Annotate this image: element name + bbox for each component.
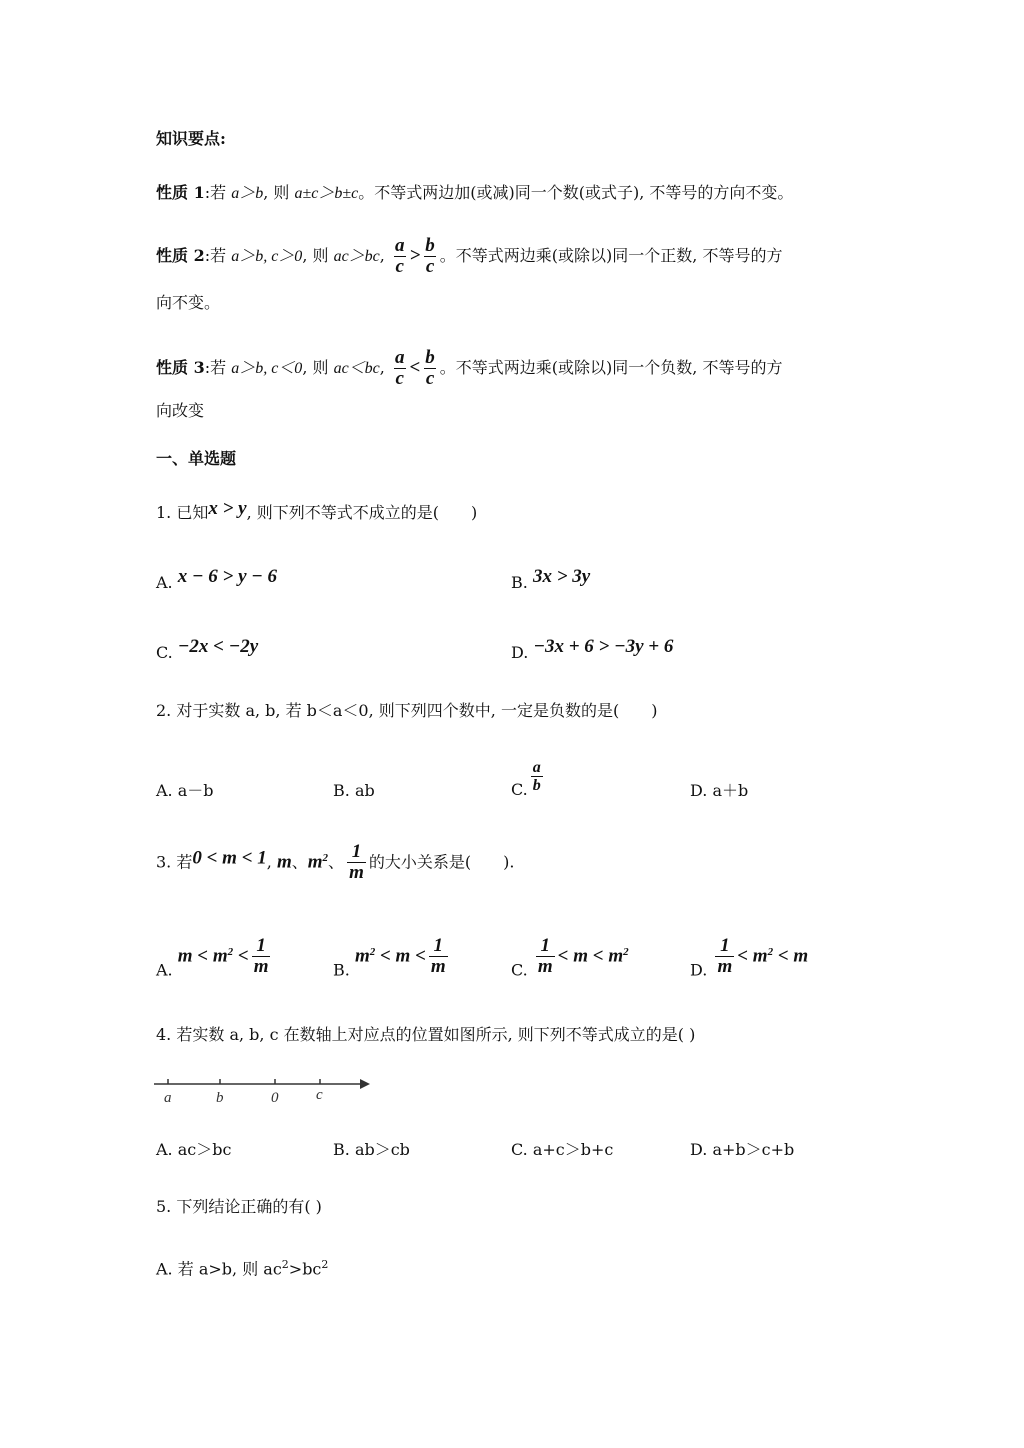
property-2	[156, 234, 782, 279]
q2-option-c[interactable]: C. $\frac{a}{b}$	[511, 759, 541, 799]
property-3-cont: 向改变	[156, 401, 205, 420]
fraction: $\frac{b}{c}$	[425, 235, 435, 277]
text: 3. 若	[156, 852, 193, 872]
text: 1. 已知	[156, 503, 209, 522]
fraction: $\frac{b}{c}$	[425, 347, 435, 389]
text: ,	[266, 852, 277, 872]
fraction: $\frac{a}{c}$	[394, 347, 405, 389]
property-label: 性质 2	[156, 246, 205, 265]
text: 、	[328, 852, 345, 872]
operator: <	[409, 357, 421, 378]
label-c: c	[316, 1087, 323, 1103]
fraction: $\frac{a}{b}$	[532, 759, 541, 794]
number-line	[154, 1074, 378, 1108]
operator: >	[409, 245, 421, 266]
condition: a＞b, c＞0	[231, 248, 303, 265]
label-0: 0	[271, 1090, 279, 1106]
text: 。不等式两边加(或减)同一个数(或式子), 不等号的方向不变。	[358, 183, 794, 202]
property-3	[156, 346, 782, 391]
expression: m	[276, 851, 292, 873]
property-1	[156, 182, 793, 205]
q3-option-b[interactable]: B. $m^2 < m$ < $\frac{1}{m}$	[333, 935, 446, 980]
expression: x > y	[208, 498, 247, 519]
question-3: 3. 若0 < m < 1, m、$m^2$、 $\frac{1}{m}$ 的大小关系是( ).	[156, 841, 515, 884]
text: ,	[379, 358, 390, 377]
property-2-cont: 向不变。	[156, 293, 221, 312]
text: , 则	[302, 358, 334, 377]
q1-option-a[interactable]: A. x − 6 > y − 6	[156, 566, 278, 592]
text: :若	[204, 358, 232, 377]
label-a: a	[164, 1090, 172, 1106]
q1-option-d[interactable]: D. −3x + 6 > −3y + 6	[511, 636, 674, 662]
section-title: 一、单选题	[156, 449, 237, 468]
text: ,	[379, 246, 390, 265]
q4-option-a[interactable]: A. ac＞bc	[156, 1140, 232, 1159]
q4-option-c[interactable]: C. a+c＞b+c	[511, 1140, 614, 1159]
q3-option-d[interactable]: D. $\frac{1}{m}$ < $m^2 < m$	[690, 935, 809, 980]
text: 。不等式两边乘(或除以)同一个负数, 不等号的方	[439, 358, 783, 377]
condition: a＞b, c＜0	[231, 360, 303, 377]
fraction: $\frac{1}{m}$	[349, 841, 364, 884]
text: :若	[204, 183, 232, 202]
result: a±c＞b±c	[294, 185, 359, 202]
result: ac＜bc	[333, 360, 380, 377]
q3-option-a[interactable]: A. $m < m^2$ < $\frac{1}{m}$	[156, 935, 269, 980]
q3-option-c[interactable]: C. $\frac{1}{m}$ < $m < m^2$	[511, 935, 629, 980]
expression: 0 < m < 1	[192, 847, 267, 869]
text: :若	[204, 246, 232, 265]
q1-option-c[interactable]: C. −2x < −2y	[156, 636, 259, 662]
q4-option-b[interactable]: B. ab＞cb	[333, 1140, 410, 1159]
q4-option-d[interactable]: D. a+b＞c+b	[690, 1140, 795, 1159]
property-label: 性质 3	[156, 358, 205, 377]
q1-option-b[interactable]: B. 3x > 3y	[511, 566, 591, 592]
fraction: $\frac{1}{m}$	[430, 935, 446, 978]
fraction: $\frac{1}{m}$	[717, 935, 733, 978]
axis-arrow-icon	[360, 1079, 370, 1089]
text: 。不等式两边乘(或除以)同一个正数, 不等号的方	[439, 246, 783, 265]
text: , 则	[263, 183, 295, 202]
question-2: 2. 对于实数 a, b, 若 b＜a＜0, 则下列四个数中, 一定是负数的是( )	[156, 701, 658, 720]
question-5: 5. 下列结论正确的有( )	[156, 1197, 322, 1216]
result: ac＞bc	[333, 248, 380, 265]
question-4: 4. 若实数 a, b, c 在数轴上对应点的位置如图所示, 则下列不等式成立的是( )	[156, 1025, 696, 1044]
q2-option-a[interactable]: A. a－b	[156, 781, 214, 800]
label-b: b	[216, 1090, 224, 1106]
property-label: 性质 1	[156, 183, 205, 202]
q2-option-d[interactable]: D. a＋b	[690, 781, 749, 800]
expression: m	[307, 851, 323, 873]
condition: a＞b	[231, 185, 264, 202]
fraction: $\frac{1}{m}$	[253, 935, 269, 978]
heading: 知识要点:	[156, 129, 226, 148]
text: 的大小关系是( ).	[368, 852, 515, 872]
q5-option-a[interactable]: A. 若 a>b, 则 $ac^2>bc^2$	[156, 1258, 329, 1279]
question-1	[156, 498, 477, 524]
text: 、	[291, 852, 308, 872]
text: , 则下列不等式不成立的是( )	[246, 503, 478, 522]
q2-option-b[interactable]: B. ab	[333, 781, 375, 800]
fraction: $\frac{a}{c}$	[394, 235, 405, 277]
fraction: $\frac{1}{m}$	[537, 935, 553, 978]
text: , 则	[302, 246, 334, 265]
